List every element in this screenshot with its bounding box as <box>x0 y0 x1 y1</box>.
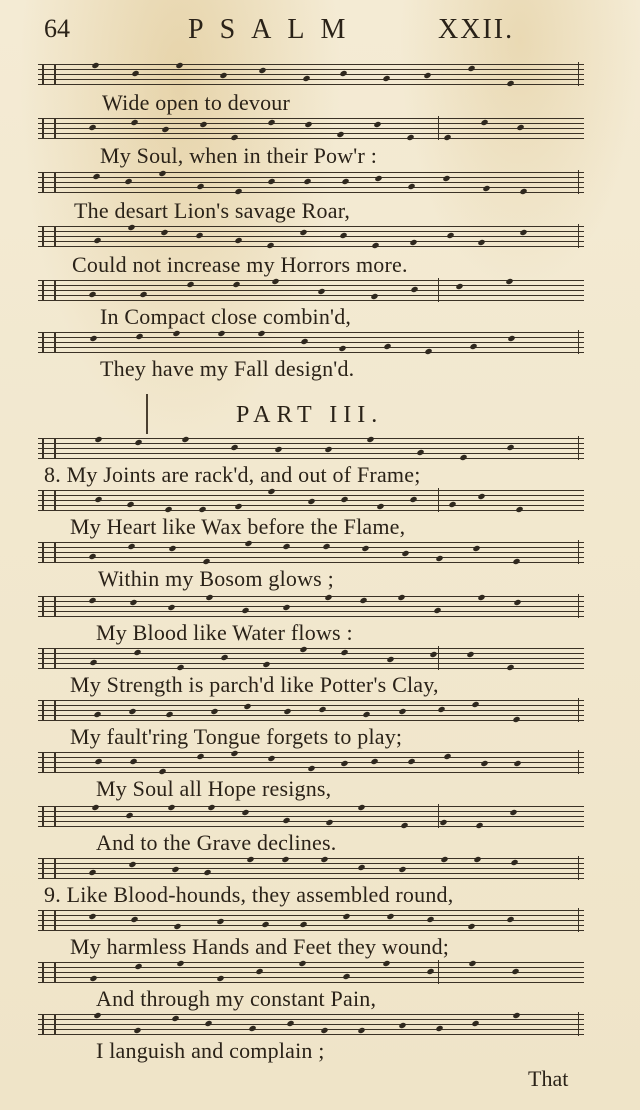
staff-line <box>38 606 584 607</box>
lyric-line: My fault'ring Tongue forgets to play; <box>70 724 403 749</box>
music-note <box>506 79 514 86</box>
bar-line <box>438 960 439 984</box>
music-note <box>89 290 97 297</box>
staff-line <box>38 285 584 286</box>
staff-line <box>38 752 584 753</box>
music-note <box>410 495 418 502</box>
clef-mark <box>42 332 56 352</box>
music-note <box>241 606 249 613</box>
staff-line <box>38 438 584 439</box>
lyric-line: And through my constant Pain, <box>96 986 377 1011</box>
lyric-line: The desart Lion's savage Roar, <box>74 198 351 223</box>
lyric-line: 9. Like Blood-hounds, they assembled round, <box>44 882 454 907</box>
bar-line <box>578 908 579 932</box>
staff-line <box>38 1019 584 1020</box>
music-note <box>359 596 367 603</box>
music-note <box>506 915 514 922</box>
staff-line <box>38 710 584 711</box>
bar-line <box>578 540 579 564</box>
music-note <box>475 821 483 828</box>
margin-mark <box>146 394 148 434</box>
music-note <box>358 863 366 870</box>
music-note <box>448 500 456 507</box>
staff-line <box>38 762 584 763</box>
music-note <box>435 1024 443 1031</box>
music-note <box>300 337 308 344</box>
lyric-line: 8. My Joints are rack'd, and out of Frame; <box>44 462 421 487</box>
music-note <box>205 1019 213 1026</box>
staff-line <box>38 542 584 543</box>
staff-line <box>38 653 584 654</box>
music-note <box>507 663 515 670</box>
bar-line <box>438 278 439 302</box>
staff-line <box>38 192 584 193</box>
music-note <box>94 495 102 502</box>
music-note <box>126 811 134 818</box>
clef-mark <box>42 280 56 300</box>
staff-line <box>38 443 584 444</box>
staff-line <box>38 668 584 669</box>
music-note <box>267 177 275 184</box>
staff-line <box>38 720 584 721</box>
music-note <box>342 177 350 184</box>
clef-mark <box>42 64 56 84</box>
staff-line <box>38 757 584 758</box>
bar-line <box>438 804 439 828</box>
clef-mark <box>42 752 56 772</box>
music-note <box>133 648 141 655</box>
staff-line <box>38 172 584 173</box>
music-note <box>176 663 184 670</box>
music-note <box>318 705 326 712</box>
staff-line <box>38 878 584 879</box>
staff-line <box>38 458 584 459</box>
lyric-line: And to the Grave declines. <box>96 830 337 855</box>
staff-line <box>38 547 584 548</box>
music-note <box>95 757 103 764</box>
music-note <box>416 448 424 455</box>
staff-line <box>38 1034 584 1035</box>
staff-line <box>38 453 584 454</box>
bar-line <box>438 116 439 140</box>
music-note <box>135 332 143 339</box>
staff-line <box>38 811 584 812</box>
music-note <box>159 767 167 774</box>
music-note <box>248 1024 256 1031</box>
lyric-line: My Heart like Wax before the Flame, <box>70 514 406 539</box>
music-note <box>459 453 467 460</box>
music-note <box>468 64 476 71</box>
part-heading: PART III. <box>236 402 384 428</box>
running-title: PSALM <box>188 14 362 45</box>
clef-mark <box>42 858 56 878</box>
staff-line <box>38 967 584 968</box>
music-note <box>480 118 488 125</box>
music-note <box>410 285 418 292</box>
staff-line <box>38 868 584 869</box>
music-staff <box>38 224 584 248</box>
music-note <box>234 236 242 243</box>
staff-line <box>38 226 584 227</box>
staff-line <box>38 241 584 242</box>
staff-line <box>38 930 584 931</box>
music-note <box>437 705 445 712</box>
music-staff <box>38 170 584 194</box>
music-note <box>517 123 525 130</box>
clef-mark <box>42 438 56 458</box>
music-note <box>131 69 139 76</box>
music-note <box>304 177 312 184</box>
music-staff <box>38 646 584 670</box>
staff-line <box>38 84 584 85</box>
clef-mark <box>42 806 56 826</box>
music-note <box>88 596 96 603</box>
music-note <box>127 542 135 549</box>
music-note <box>516 505 524 512</box>
staff-line <box>38 663 584 664</box>
clef-mark <box>42 596 56 616</box>
music-note <box>88 868 96 875</box>
music-note <box>127 500 135 507</box>
staff-line <box>38 596 584 597</box>
running-header <box>0 8 640 48</box>
music-note <box>230 443 238 450</box>
staff-line <box>38 79 584 80</box>
music-staff <box>38 330 584 354</box>
bar-line <box>578 698 579 722</box>
music-note <box>88 123 96 130</box>
catchword: That <box>528 1066 569 1091</box>
clef-mark <box>42 172 56 192</box>
page-number: 64 <box>44 14 70 43</box>
staff-line <box>38 816 584 817</box>
clef-mark <box>42 542 56 562</box>
music-note <box>407 757 415 764</box>
music-staff <box>38 698 584 722</box>
music-note <box>469 342 477 349</box>
staff-line <box>38 332 584 333</box>
music-note <box>446 231 454 238</box>
staff-line <box>38 1014 584 1015</box>
music-staff <box>38 278 584 302</box>
staff-line <box>38 69 584 70</box>
staff-line <box>38 915 584 916</box>
music-note <box>171 1014 179 1021</box>
music-note <box>510 858 518 865</box>
staff-line <box>38 910 584 911</box>
music-note <box>512 967 520 974</box>
music-note <box>255 967 263 974</box>
bar-line <box>578 856 579 880</box>
music-note <box>371 757 379 764</box>
music-note <box>262 920 270 927</box>
music-note <box>340 231 348 238</box>
music-note <box>186 280 194 287</box>
staff-line <box>38 772 584 773</box>
music-note <box>130 915 138 922</box>
music-note <box>340 495 348 502</box>
staff-line <box>38 858 584 859</box>
music-staff <box>38 116 584 140</box>
music-note <box>164 505 172 512</box>
music-note <box>371 241 379 248</box>
music-note <box>266 241 274 248</box>
clef-mark <box>42 490 56 510</box>
staff-line <box>38 236 584 237</box>
psalm-numeral: XXII. <box>438 14 515 45</box>
staff-line <box>38 64 584 65</box>
bar-line <box>578 1012 579 1036</box>
staff-line <box>38 290 584 291</box>
staff-line <box>38 138 584 139</box>
music-note <box>93 236 101 243</box>
staff-line <box>38 187 584 188</box>
bar-line <box>578 224 579 248</box>
music-note <box>286 1019 294 1026</box>
music-note <box>89 658 97 665</box>
staff-line <box>38 715 584 716</box>
music-staff <box>38 750 584 774</box>
staff-line <box>38 616 584 617</box>
music-note <box>512 715 520 722</box>
lyric-line: They have my Fall design'd. <box>100 356 355 381</box>
music-note <box>362 710 370 717</box>
clef-mark <box>42 962 56 982</box>
staff-line <box>38 1024 584 1025</box>
staff-line <box>38 74 584 75</box>
lyric-line: Could not increase my Horrors more. <box>72 252 408 277</box>
staff-line <box>38 510 584 511</box>
music-staff <box>38 488 584 512</box>
music-staff <box>38 62 584 86</box>
music-note <box>520 187 528 194</box>
music-note <box>203 868 211 875</box>
music-staff <box>38 1012 584 1036</box>
music-note <box>408 182 416 189</box>
music-note <box>507 443 515 450</box>
clef-mark <box>42 648 56 668</box>
staff-line <box>38 448 584 449</box>
music-note <box>427 915 435 922</box>
music-note <box>384 342 392 349</box>
bar-line <box>578 62 579 86</box>
staff-line <box>38 177 584 178</box>
music-note <box>282 542 290 549</box>
staff-line <box>38 182 584 183</box>
music-note <box>197 182 205 189</box>
staff-line <box>38 806 584 807</box>
music-note <box>339 69 347 76</box>
music-staff <box>38 908 584 932</box>
staff-line <box>38 601 584 602</box>
music-note <box>282 816 290 823</box>
bar-line <box>578 330 579 354</box>
music-note <box>88 552 96 559</box>
music-staff <box>38 804 584 828</box>
music-note <box>340 648 348 655</box>
staff-line <box>38 231 584 232</box>
music-note <box>471 1019 479 1026</box>
clef-mark <box>42 700 56 720</box>
staff-line <box>38 821 584 822</box>
staff-line <box>38 342 584 343</box>
staff-line <box>38 352 584 353</box>
music-note <box>382 74 390 81</box>
music-note <box>512 557 520 564</box>
staff-line <box>38 300 584 301</box>
music-note <box>134 438 142 445</box>
music-staff <box>38 436 584 460</box>
music-note <box>130 118 138 125</box>
staff-line <box>38 295 584 296</box>
bar-line <box>438 646 439 670</box>
staff-line <box>38 1029 584 1030</box>
bar-line <box>578 170 579 194</box>
staff-line <box>38 700 584 701</box>
staff-line <box>38 557 584 558</box>
staff-line <box>38 977 584 978</box>
clef-mark <box>42 910 56 930</box>
lyric-line: I languish and complain ; <box>96 1038 325 1063</box>
staff-line <box>38 648 584 649</box>
music-note <box>198 505 206 512</box>
music-note <box>232 280 240 287</box>
staff-line <box>38 611 584 612</box>
staff-line <box>38 826 584 827</box>
staff-line <box>38 552 584 553</box>
music-note <box>406 133 414 140</box>
lyric-line: My Soul, when in their Pow'r : <box>100 143 378 168</box>
music-note <box>196 752 204 759</box>
lyric-line: Wide open to devour <box>102 90 291 115</box>
music-note <box>130 757 138 764</box>
music-staff <box>38 594 584 618</box>
clef-mark <box>42 118 56 138</box>
lyric-line: My Strength is parch'd like Potter's Clay, <box>70 672 439 697</box>
music-note <box>135 962 143 969</box>
music-staff <box>38 960 584 984</box>
music-note <box>425 347 433 354</box>
music-note <box>323 542 331 549</box>
music-note <box>165 710 173 717</box>
music-note <box>195 231 203 238</box>
staff-line <box>38 337 584 338</box>
staff-line <box>38 347 584 348</box>
staff-line <box>38 962 584 963</box>
staff-line <box>38 562 584 563</box>
staff-line <box>38 925 584 926</box>
bar-line <box>578 594 579 618</box>
music-note <box>230 133 238 140</box>
music-note <box>139 290 147 297</box>
lyric-line: My Soul all Hope resigns, <box>96 776 332 801</box>
lyric-line: Within my Bosom glows ; <box>98 566 334 591</box>
music-staff <box>38 856 584 880</box>
music-note <box>124 177 132 184</box>
staff-line <box>38 495 584 496</box>
staff-line <box>38 920 584 921</box>
staff-line <box>38 873 584 874</box>
music-note <box>401 821 409 828</box>
staff-line <box>38 863 584 864</box>
staff-line <box>38 505 584 506</box>
staff-line <box>38 118 584 119</box>
clef-mark <box>42 1014 56 1034</box>
staff-line <box>38 246 584 247</box>
music-note <box>299 920 307 927</box>
music-note <box>444 752 452 759</box>
music-note <box>202 557 210 564</box>
music-note <box>234 187 242 194</box>
lyric-line: In Compact close combin'd, <box>100 304 352 329</box>
music-note <box>342 972 350 979</box>
staff-line <box>38 128 584 129</box>
music-note <box>92 172 100 179</box>
staff-line <box>38 658 584 659</box>
clef-mark <box>42 226 56 246</box>
music-staff <box>38 540 584 564</box>
music-note <box>303 74 311 81</box>
bar-line <box>578 436 579 460</box>
music-note <box>94 710 102 717</box>
music-note <box>433 606 441 613</box>
bar-line <box>438 488 439 512</box>
music-note <box>443 133 451 140</box>
staff-line <box>38 982 584 983</box>
staff-line <box>38 133 584 134</box>
staff-line <box>38 705 584 706</box>
music-note <box>471 700 479 707</box>
music-note <box>220 653 228 660</box>
music-note <box>268 118 276 125</box>
bar-line <box>578 750 579 774</box>
staff-line <box>38 280 584 281</box>
staff-line <box>38 972 584 973</box>
lyric-line: My Blood like Water flows : <box>96 620 353 645</box>
lyric-line: My harmless Hands and Feet they wound; <box>70 934 450 959</box>
staff-line <box>38 490 584 491</box>
music-note <box>426 967 434 974</box>
